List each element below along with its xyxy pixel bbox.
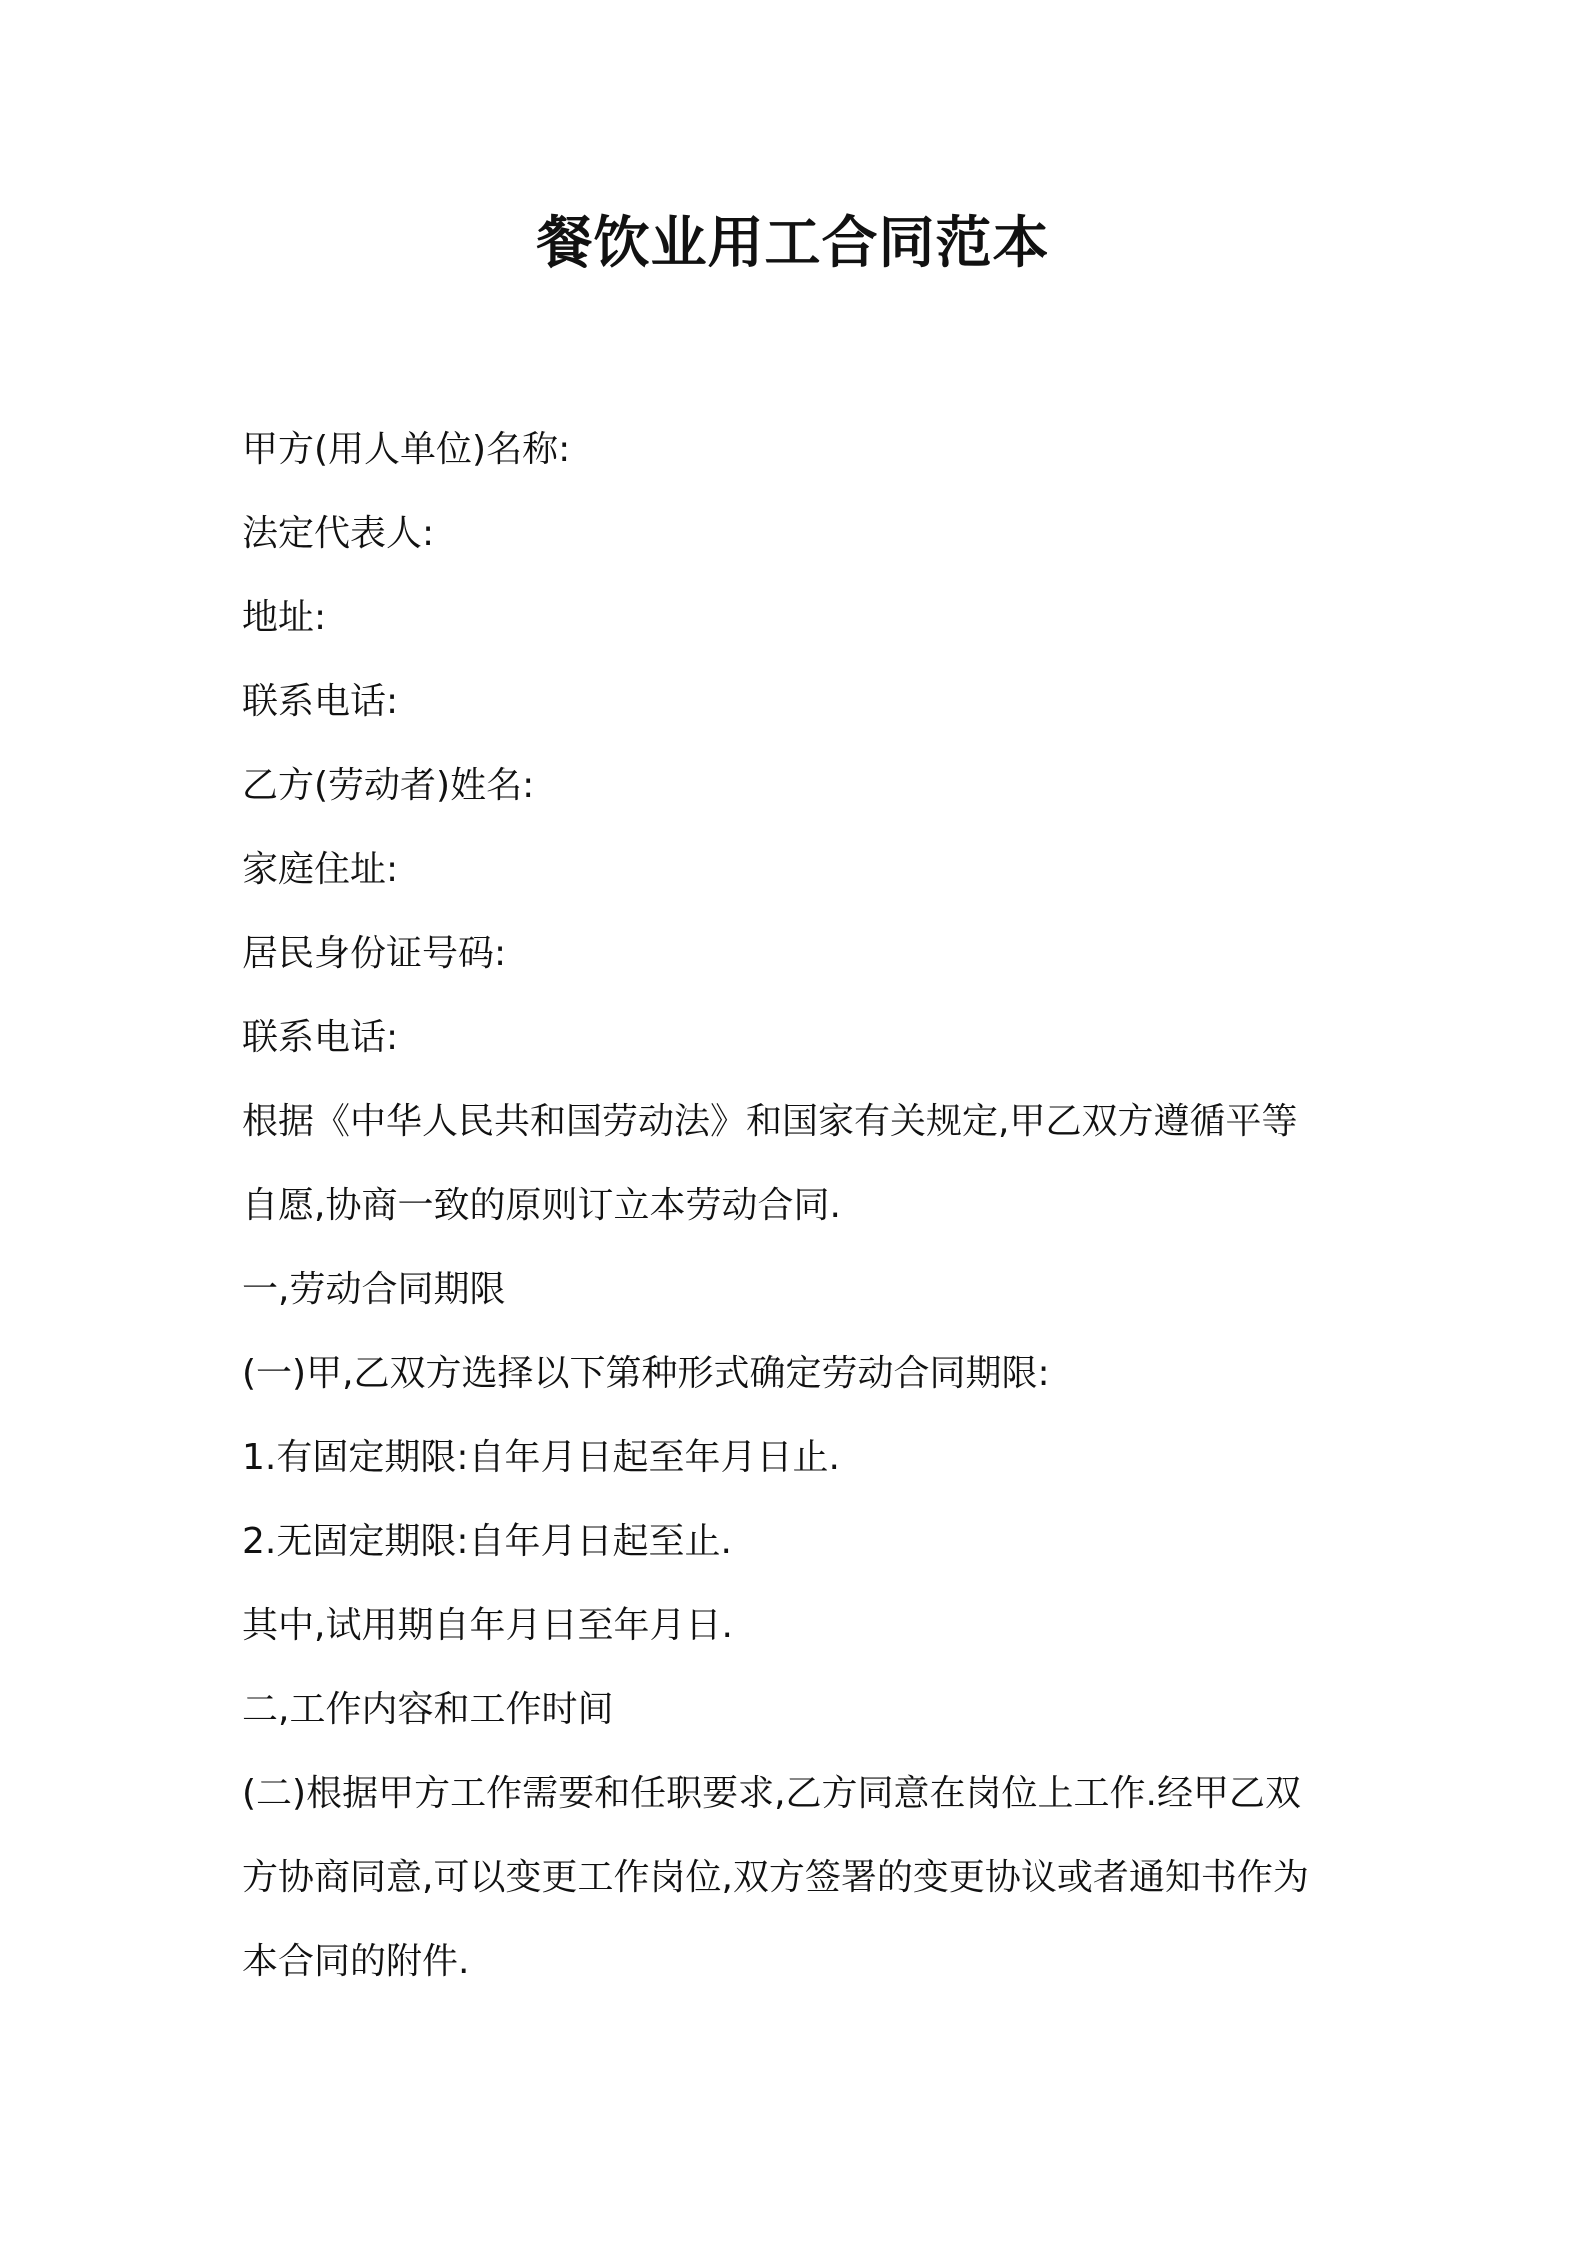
field-employer-name: 甲方(用人单位)名称:: [242, 429, 571, 470]
paragraph-preamble-line-2: 自愿,协商一致的原则订立本劳动合同.: [242, 1185, 841, 1226]
document-body: [242, 408, 1362, 2004]
clause-position-line-1: (二)根据甲方工作需要和任职要求,乙方同意在岗位上工作.经甲乙双: [242, 1773, 1301, 1814]
field-legal-representative: 法定代表人:: [242, 513, 435, 554]
section-heading-work-content: 二,工作内容和工作时间: [242, 1689, 614, 1730]
field-id-number: 居民身份证号码:: [242, 933, 507, 974]
field-employer-address: 地址:: [242, 597, 327, 638]
clause-probation: 其中,试用期自年月日至年月日.: [242, 1605, 733, 1646]
clause-term-selection: (一)甲,乙双方选择以下第种形式确定劳动合同期限:: [242, 1353, 1050, 1394]
field-home-address: 家庭住址:: [242, 849, 399, 890]
field-employee-name: 乙方(劳动者)姓名:: [242, 765, 535, 806]
clause-fixed-term: 1.有固定期限:自年月日起至年月日止.: [242, 1437, 840, 1478]
clause-open-term: 2.无固定期限:自年月日起至止.: [242, 1521, 732, 1562]
document-title: 餐饮业用工合同范本: [536, 211, 1050, 276]
field-employer-phone: 联系电话:: [242, 681, 399, 722]
paragraph-preamble-line-1: 根据《中华人民共和国劳动法》和国家有关规定,甲乙双方遵循平等: [242, 1101, 1298, 1142]
clause-position-line-2: 方协商同意,可以变更工作岗位,双方签署的变更协议或者通知书作为: [242, 1857, 1309, 1898]
clause-position-line-3: 本合同的附件.: [242, 1941, 470, 1982]
field-employee-phone: 联系电话:: [242, 1017, 399, 1058]
section-heading-contract-term: 一,劳动合同期限: [242, 1269, 506, 1310]
